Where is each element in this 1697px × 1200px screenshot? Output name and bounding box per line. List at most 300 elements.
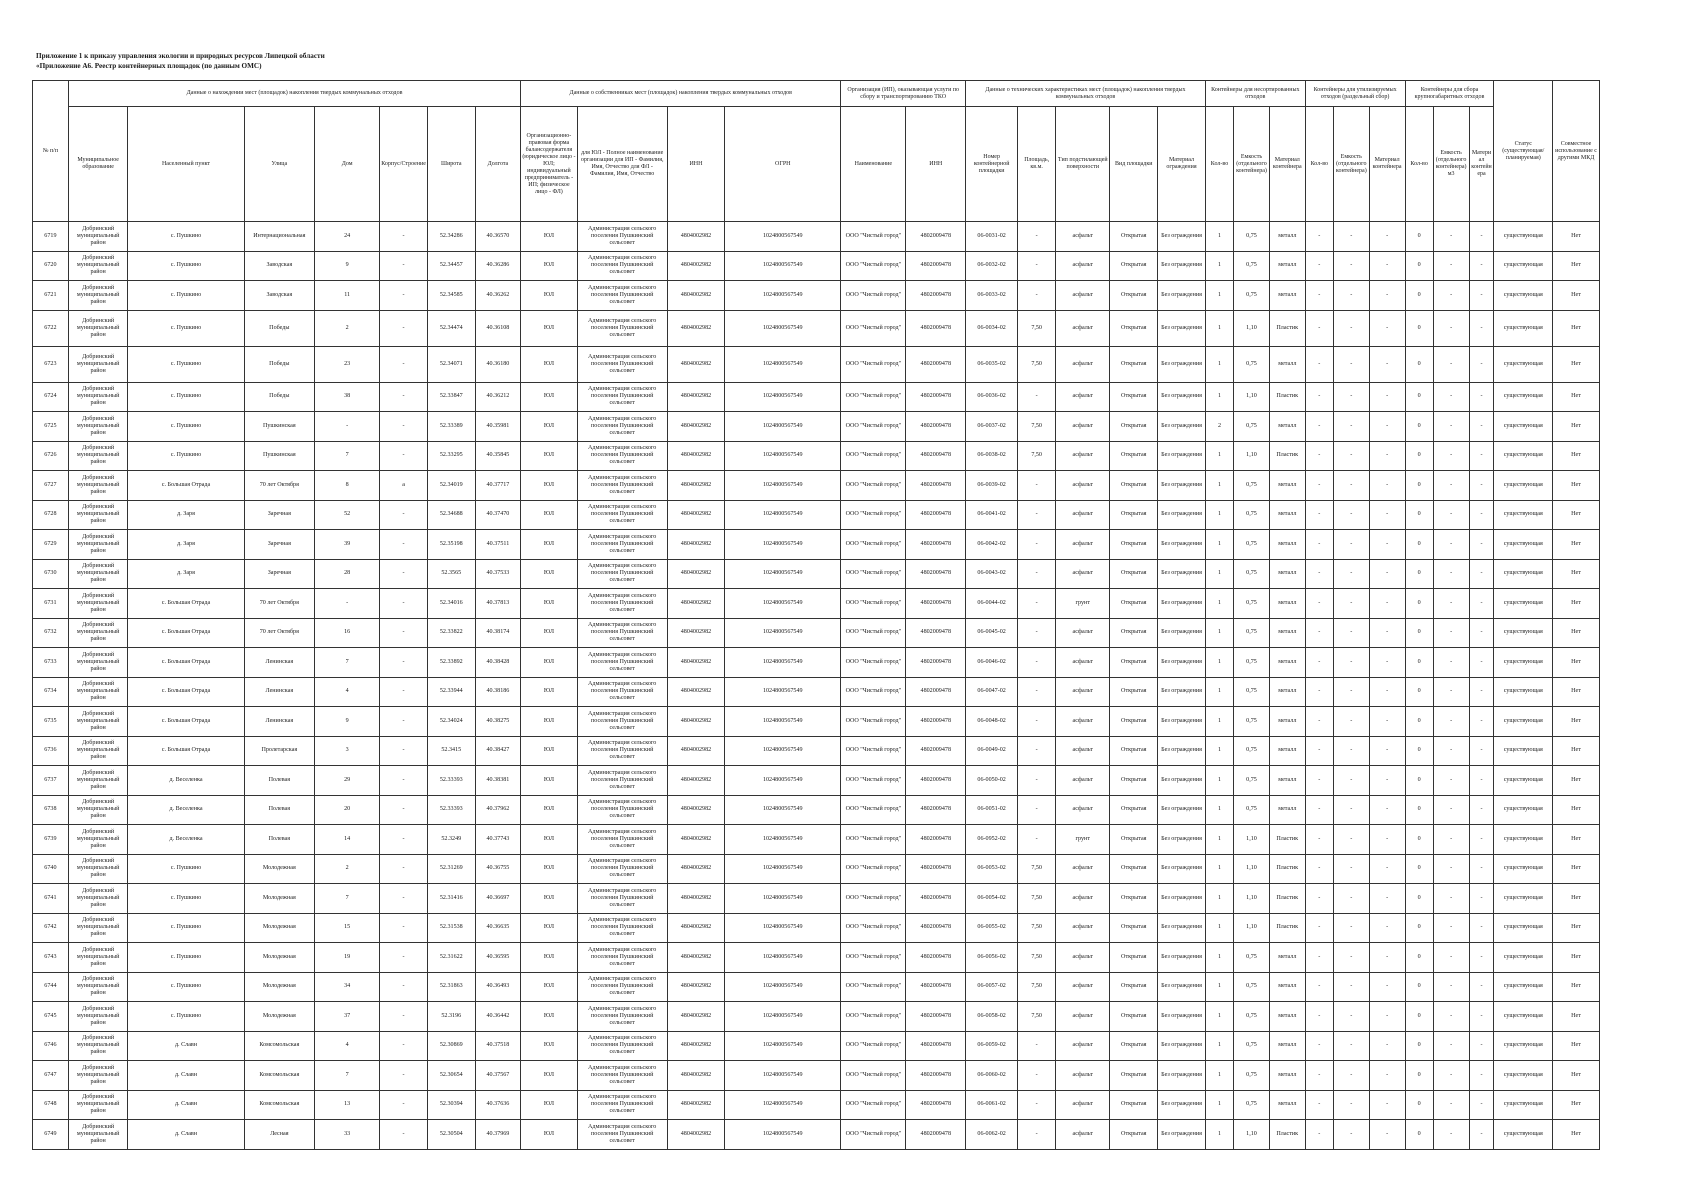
- cell-recycle-material: -: [1369, 281, 1405, 311]
- cell-legal-form: ЮЛ: [521, 412, 577, 442]
- cell-inn: 4804002982: [667, 854, 725, 884]
- cell-operator-inn: 4802009478: [906, 471, 966, 501]
- group-sorted-containers: Контейнеры для несортированных отходов: [1205, 81, 1305, 107]
- cell-fence: Без ограждения: [1158, 559, 1206, 589]
- cell-building: -: [380, 736, 428, 766]
- cell-fence: Без ограждения: [1158, 251, 1206, 281]
- cell-owner-name: Администрация сельского поселения Пушкинский сельсовет: [577, 310, 667, 346]
- col-recycle-capacity: Емкость (отдельного контейнера): [1333, 107, 1369, 222]
- cell-municipality: Добринский муниципальный район: [68, 854, 128, 884]
- cell-recycle-capacity: -: [1333, 500, 1369, 530]
- cell-operator-name: ООО "Чистый город": [841, 310, 906, 346]
- col-bulky-material: Материал контейнера: [1469, 107, 1494, 222]
- cell-longitude: 40.36697: [475, 884, 521, 914]
- cell-inn: 4804002982: [667, 441, 725, 471]
- cell-area: -: [1018, 707, 1056, 737]
- cell-site-type: Открытая: [1110, 648, 1158, 678]
- cell-site-type: Открытая: [1110, 1120, 1158, 1150]
- cell-shared: Нет: [1553, 884, 1600, 914]
- cell-surface: асфальт: [1056, 530, 1110, 560]
- cell-bulky-capacity: -: [1433, 766, 1469, 796]
- cell-bulky-material: -: [1469, 310, 1494, 346]
- cell-recycle-qty: -: [1305, 382, 1333, 412]
- cell-operator-name: ООО "Чистый город": [841, 559, 906, 589]
- cell-owner-name: Администрация сельского поселения Пушкинский сельсовет: [577, 707, 667, 737]
- cell-area: -: [1018, 825, 1056, 855]
- cell-sorted-capacity: 0,75: [1234, 1090, 1270, 1120]
- cell-fence: Без ограждения: [1158, 310, 1206, 346]
- cell-bulky-material: -: [1469, 1120, 1494, 1150]
- cell-sorted-capacity: 0,75: [1234, 736, 1270, 766]
- cell-status: существующая: [1494, 618, 1553, 648]
- cell-recycle-qty: -: [1305, 943, 1333, 973]
- cell-status: существующая: [1494, 346, 1553, 382]
- row-number: 6731: [33, 589, 69, 619]
- table-row: [33, 1031, 1600, 1061]
- cell-owner-name: Администрация сельского поселения Пушкинский сельсовет: [577, 382, 667, 412]
- cell-recycle-capacity: -: [1333, 589, 1369, 619]
- cell-bulky-material: -: [1469, 736, 1494, 766]
- cell-fence: Без ограждения: [1158, 795, 1206, 825]
- cell-operator-inn: 4802009478: [906, 1090, 966, 1120]
- cell-bulky-qty: 0: [1405, 500, 1433, 530]
- cell-longitude: 40.36755: [475, 854, 521, 884]
- cell-recycle-material: -: [1369, 222, 1405, 252]
- cell-operator-inn: 4802009478: [906, 222, 966, 252]
- cell-status: существующая: [1494, 222, 1553, 252]
- cell-surface: асфальт: [1056, 310, 1110, 346]
- col-operator-inn: ИНН: [906, 107, 966, 222]
- cell-municipality: Добринский муниципальный район: [68, 618, 128, 648]
- cell-longitude: 40.35981: [475, 412, 521, 442]
- cell-municipality: Добринский муниципальный район: [68, 1002, 128, 1032]
- cell-inn: 4804002982: [667, 1090, 725, 1120]
- table-row: [33, 589, 1600, 619]
- cell-street: Молодежная: [244, 884, 315, 914]
- cell-sorted-qty: 1: [1205, 972, 1233, 1002]
- cell-site-number: 06-0952-02: [966, 825, 1018, 855]
- cell-site-number: 06-0059-02: [966, 1031, 1018, 1061]
- cell-surface: асфальт: [1056, 441, 1110, 471]
- cell-sorted-material: металл: [1269, 530, 1305, 560]
- cell-status: существующая: [1494, 310, 1553, 346]
- cell-house: 7: [315, 441, 380, 471]
- cell-building: -: [380, 854, 428, 884]
- row-number: 6723: [33, 346, 69, 382]
- cell-site-type: Открытая: [1110, 1031, 1158, 1061]
- cell-site-type: Открытая: [1110, 972, 1158, 1002]
- cell-recycle-material: -: [1369, 972, 1405, 1002]
- cell-bulky-material: -: [1469, 766, 1494, 796]
- cell-area: -: [1018, 1061, 1056, 1091]
- cell-fence: Без ограждения: [1158, 913, 1206, 943]
- cell-shared: Нет: [1553, 854, 1600, 884]
- cell-owner-name: Администрация сельского поселения Пушкинский сельсовет: [577, 736, 667, 766]
- cell-status: существующая: [1494, 281, 1553, 311]
- cell-sorted-qty: 1: [1205, 943, 1233, 973]
- cell-fence: Без ограждения: [1158, 346, 1206, 382]
- row-number: 6724: [33, 382, 69, 412]
- cell-operator-inn: 4802009478: [906, 1031, 966, 1061]
- cell-surface: асфальт: [1056, 884, 1110, 914]
- cell-site-number: 06-0037-02: [966, 412, 1018, 442]
- cell-sorted-material: Пластик: [1269, 382, 1305, 412]
- cell-bulky-material: -: [1469, 530, 1494, 560]
- cell-sorted-capacity: 1,10: [1234, 310, 1270, 346]
- cell-municipality: Добринский муниципальный район: [68, 707, 128, 737]
- cell-ogrn: 1024800567549: [725, 618, 841, 648]
- cell-sorted-capacity: 0,75: [1234, 346, 1270, 382]
- cell-inn: 4804002982: [667, 1120, 725, 1150]
- cell-site-number: 06-0038-02: [966, 441, 1018, 471]
- cell-house: 9: [315, 707, 380, 737]
- cell-street: Заречная: [244, 559, 315, 589]
- cell-recycle-material: -: [1369, 1031, 1405, 1061]
- cell-recycle-material: -: [1369, 1090, 1405, 1120]
- cell-ogrn: 1024800567549: [725, 943, 841, 973]
- cell-ogrn: 1024800567549: [725, 707, 841, 737]
- cell-recycle-qty: -: [1305, 346, 1333, 382]
- cell-area: 7,50: [1018, 412, 1056, 442]
- cell-sorted-qty: 1: [1205, 648, 1233, 678]
- cell-owner-name: Администрация сельского поселения Пушкинский сельсовет: [577, 943, 667, 973]
- cell-street: Молодежная: [244, 1002, 315, 1032]
- cell-status: существующая: [1494, 382, 1553, 412]
- cell-ogrn: 1024800567549: [725, 648, 841, 678]
- cell-fence: Без ограждения: [1158, 884, 1206, 914]
- cell-bulky-material: -: [1469, 281, 1494, 311]
- cell-fence: Без ограждения: [1158, 825, 1206, 855]
- cell-sorted-material: металл: [1269, 500, 1305, 530]
- cell-sorted-material: металл: [1269, 766, 1305, 796]
- cell-house: 52: [315, 500, 380, 530]
- cell-sorted-material: металл: [1269, 251, 1305, 281]
- cell-building: -: [380, 707, 428, 737]
- cell-area: -: [1018, 795, 1056, 825]
- col-site-type: Вид площадки: [1110, 107, 1158, 222]
- cell-bulky-material: -: [1469, 648, 1494, 678]
- cell-building: -: [380, 441, 428, 471]
- cell-house: 16: [315, 618, 380, 648]
- cell-ogrn: 1024800567549: [725, 346, 841, 382]
- row-number: 6732: [33, 618, 69, 648]
- cell-recycle-material: -: [1369, 795, 1405, 825]
- cell-sorted-qty: 1: [1205, 281, 1233, 311]
- cell-settlement: с. Пушкино: [128, 972, 244, 1002]
- cell-recycle-material: -: [1369, 412, 1405, 442]
- cell-municipality: Добринский муниципальный район: [68, 382, 128, 412]
- cell-legal-form: ЮЛ: [521, 884, 577, 914]
- cell-recycle-qty: -: [1305, 1061, 1333, 1091]
- cell-area: -: [1018, 736, 1056, 766]
- cell-surface: асфальт: [1056, 500, 1110, 530]
- cell-bulky-material: -: [1469, 251, 1494, 281]
- cell-operator-name: ООО "Чистый город": [841, 1061, 906, 1091]
- cell-street: Заводская: [244, 281, 315, 311]
- cell-legal-form: ЮЛ: [521, 825, 577, 855]
- cell-status: существующая: [1494, 913, 1553, 943]
- cell-bulky-material: -: [1469, 471, 1494, 501]
- cell-surface: асфальт: [1056, 943, 1110, 973]
- row-number: 6730: [33, 559, 69, 589]
- cell-longitude: 40.37470: [475, 500, 521, 530]
- cell-shared: Нет: [1553, 1090, 1600, 1120]
- cell-bulky-material: -: [1469, 618, 1494, 648]
- cell-bulky-capacity: -: [1433, 222, 1469, 252]
- cell-area: -: [1018, 618, 1056, 648]
- cell-status: существующая: [1494, 884, 1553, 914]
- group-tech: Данные о технических характеристиках мест (площадок) накопления твердых коммунальных отходов: [966, 81, 1206, 107]
- cell-site-type: Открытая: [1110, 412, 1158, 442]
- cell-bulky-capacity: -: [1433, 412, 1469, 442]
- cell-recycle-material: -: [1369, 441, 1405, 471]
- cell-municipality: Добринский муниципальный район: [68, 1090, 128, 1120]
- cell-bulky-qty: 0: [1405, 1120, 1433, 1150]
- cell-bulky-qty: 0: [1405, 1090, 1433, 1120]
- group-recycle-containers: Контейнеры для утилизируемых отходов (раздельный сбор): [1305, 81, 1405, 107]
- col-surface: Тип подстилающей поверхности: [1056, 107, 1110, 222]
- cell-owner-name: Администрация сельского поселения Пушкинский сельсовет: [577, 1090, 667, 1120]
- cell-operator-name: ООО "Чистый город": [841, 530, 906, 560]
- cell-bulky-material: -: [1469, 589, 1494, 619]
- cell-shared: Нет: [1553, 559, 1600, 589]
- cell-building: -: [380, 251, 428, 281]
- cell-sorted-material: металл: [1269, 736, 1305, 766]
- cell-street: 70 лет Октября: [244, 618, 315, 648]
- header-row-groups: [33, 81, 1600, 107]
- cell-street: Победы: [244, 382, 315, 412]
- cell-longitude: 40.36180: [475, 346, 521, 382]
- cell-building: -: [380, 972, 428, 1002]
- cell-shared: Нет: [1553, 500, 1600, 530]
- cell-sorted-material: Пластик: [1269, 441, 1305, 471]
- cell-recycle-capacity: -: [1333, 281, 1369, 311]
- cell-bulky-qty: 0: [1405, 677, 1433, 707]
- cell-site-number: 06-0045-02: [966, 618, 1018, 648]
- cell-status: существующая: [1494, 530, 1553, 560]
- cell-area: -: [1018, 559, 1056, 589]
- cell-operator-name: ООО "Чистый город": [841, 441, 906, 471]
- cell-recycle-material: -: [1369, 589, 1405, 619]
- table-row: [33, 251, 1600, 281]
- cell-building: -: [380, 310, 428, 346]
- cell-inn: 4804002982: [667, 825, 725, 855]
- row-number: 6737: [33, 766, 69, 796]
- cell-settlement: д. Славн: [128, 1061, 244, 1091]
- cell-bulky-capacity: -: [1433, 707, 1469, 737]
- cell-recycle-material: -: [1369, 913, 1405, 943]
- cell-area: -: [1018, 1120, 1056, 1150]
- cell-settlement: с. Пушкино: [128, 222, 244, 252]
- cell-owner-name: Администрация сельского поселения Пушкинский сельсовет: [577, 766, 667, 796]
- cell-house: 33: [315, 1120, 380, 1150]
- cell-bulky-capacity: -: [1433, 618, 1469, 648]
- cell-recycle-qty: -: [1305, 412, 1333, 442]
- cell-ogrn: 1024800567549: [725, 589, 841, 619]
- cell-sorted-material: металл: [1269, 943, 1305, 973]
- cell-sorted-capacity: 0,75: [1234, 412, 1270, 442]
- cell-fence: Без ограждения: [1158, 441, 1206, 471]
- cell-surface: асфальт: [1056, 648, 1110, 678]
- cell-bulky-material: -: [1469, 943, 1494, 973]
- cell-operator-inn: 4802009478: [906, 648, 966, 678]
- cell-owner-name: Администрация сельского поселения Пушкинский сельсовет: [577, 913, 667, 943]
- cell-site-number: 06-0036-02: [966, 382, 1018, 412]
- cell-longitude: 40.36262: [475, 281, 521, 311]
- cell-recycle-material: -: [1369, 677, 1405, 707]
- cell-area: -: [1018, 251, 1056, 281]
- cell-operator-inn: 4802009478: [906, 1002, 966, 1032]
- cell-site-type: Открытая: [1110, 346, 1158, 382]
- cell-shared: Нет: [1553, 281, 1600, 311]
- cell-recycle-qty: -: [1305, 310, 1333, 346]
- cell-bulky-capacity: -: [1433, 559, 1469, 589]
- table-row: [33, 1002, 1600, 1032]
- cell-owner-name: Администрация сельского поселения Пушкинский сельсовет: [577, 1120, 667, 1150]
- cell-building: -: [380, 589, 428, 619]
- cell-ogrn: 1024800567549: [725, 471, 841, 501]
- cell-ogrn: 1024800567549: [725, 766, 841, 796]
- cell-building: -: [380, 884, 428, 914]
- cell-status: существующая: [1494, 795, 1553, 825]
- cell-area: -: [1018, 648, 1056, 678]
- cell-latitude: 52.34688: [427, 500, 475, 530]
- cell-building: -: [380, 618, 428, 648]
- cell-municipality: Добринский муниципальный район: [68, 441, 128, 471]
- cell-operator-name: ООО "Чистый город": [841, 677, 906, 707]
- cell-fence: Без ограждения: [1158, 618, 1206, 648]
- cell-site-type: Открытая: [1110, 589, 1158, 619]
- cell-legal-form: ЮЛ: [521, 707, 577, 737]
- cell-legal-form: ЮЛ: [521, 559, 577, 589]
- cell-street: Молодежная: [244, 854, 315, 884]
- cell-municipality: Добринский муниципальный район: [68, 884, 128, 914]
- cell-inn: 4804002982: [667, 412, 725, 442]
- cell-sorted-capacity: 0,75: [1234, 795, 1270, 825]
- cell-bulky-material: -: [1469, 1031, 1494, 1061]
- cell-legal-form: ЮЛ: [521, 795, 577, 825]
- cell-owner-name: Администрация сельского поселения Пушкинский сельсовет: [577, 854, 667, 884]
- cell-status: существующая: [1494, 1120, 1553, 1150]
- cell-site-type: Открытая: [1110, 530, 1158, 560]
- cell-recycle-material: -: [1369, 618, 1405, 648]
- cell-longitude: 40.38381: [475, 766, 521, 796]
- cell-settlement: д. Заря: [128, 530, 244, 560]
- cell-sorted-material: металл: [1269, 1061, 1305, 1091]
- col-bulky-capacity: Емкость (отдельного контейнера) м3: [1433, 107, 1469, 222]
- cell-longitude: 40.37567: [475, 1061, 521, 1091]
- col-sorted-capacity: Емкость (отдельного контейнера): [1234, 107, 1270, 222]
- cell-inn: 4804002982: [667, 310, 725, 346]
- cell-settlement: д. Веселенка: [128, 766, 244, 796]
- cell-house: -: [315, 412, 380, 442]
- cell-area: -: [1018, 766, 1056, 796]
- cell-operator-inn: 4802009478: [906, 382, 966, 412]
- cell-bulky-capacity: -: [1433, 589, 1469, 619]
- cell-legal-form: ЮЛ: [521, 943, 577, 973]
- cell-operator-name: ООО "Чистый город": [841, 1002, 906, 1032]
- cell-settlement: с. Большая Отрада: [128, 736, 244, 766]
- cell-legal-form: ЮЛ: [521, 1061, 577, 1091]
- row-number: 6748: [33, 1090, 69, 1120]
- cell-surface: асфальт: [1056, 618, 1110, 648]
- table-row: [33, 884, 1600, 914]
- cell-longitude: 40.37962: [475, 795, 521, 825]
- cell-area: 7,50: [1018, 943, 1056, 973]
- cell-surface: асфальт: [1056, 559, 1110, 589]
- cell-street: Пролетарская: [244, 736, 315, 766]
- cell-building: -: [380, 943, 428, 973]
- cell-longitude: 40.36442: [475, 1002, 521, 1032]
- cell-building: -: [380, 1031, 428, 1061]
- cell-recycle-capacity: -: [1333, 382, 1369, 412]
- cell-bulky-qty: 0: [1405, 972, 1433, 1002]
- cell-sorted-capacity: 0,75: [1234, 222, 1270, 252]
- cell-site-type: Открытая: [1110, 1061, 1158, 1091]
- table-row: [33, 825, 1600, 855]
- cell-owner-name: Администрация сельского поселения Пушкинский сельсовет: [577, 559, 667, 589]
- row-number: 6728: [33, 500, 69, 530]
- cell-house: 29: [315, 766, 380, 796]
- cell-recycle-capacity: -: [1333, 736, 1369, 766]
- cell-operator-name: ООО "Чистый город": [841, 913, 906, 943]
- cell-recycle-capacity: -: [1333, 559, 1369, 589]
- row-number: 6746: [33, 1031, 69, 1061]
- cell-ogrn: 1024800567549: [725, 913, 841, 943]
- cell-inn: 4804002982: [667, 471, 725, 501]
- cell-street: Пушкинская: [244, 441, 315, 471]
- row-number: 6721: [33, 281, 69, 311]
- cell-inn: 4804002982: [667, 346, 725, 382]
- cell-street: Заводская: [244, 251, 315, 281]
- cell-shared: Нет: [1553, 382, 1600, 412]
- cell-sorted-material: Пластик: [1269, 825, 1305, 855]
- cell-bulky-qty: 0: [1405, 222, 1433, 252]
- cell-latitude: 52.3565: [427, 559, 475, 589]
- cell-area: -: [1018, 500, 1056, 530]
- cell-surface: асфальт: [1056, 346, 1110, 382]
- cell-settlement: с. Пушкино: [128, 913, 244, 943]
- cell-recycle-material: -: [1369, 1120, 1405, 1150]
- table-row: [33, 766, 1600, 796]
- cell-status: существующая: [1494, 500, 1553, 530]
- cell-sorted-qty: 1: [1205, 382, 1233, 412]
- cell-owner-name: Администрация сельского поселения Пушкинский сельсовет: [577, 441, 667, 471]
- cell-recycle-qty: -: [1305, 795, 1333, 825]
- cell-site-type: Открытая: [1110, 677, 1158, 707]
- cell-site-type: Открытая: [1110, 310, 1158, 346]
- cell-sorted-capacity: 0,75: [1234, 251, 1270, 281]
- cell-longitude: 40.36286: [475, 251, 521, 281]
- cell-surface: грунт: [1056, 589, 1110, 619]
- cell-sorted-capacity: 0,75: [1234, 559, 1270, 589]
- cell-sorted-material: металл: [1269, 222, 1305, 252]
- cell-bulky-material: -: [1469, 1061, 1494, 1091]
- cell-longitude: 40.38428: [475, 648, 521, 678]
- cell-operator-inn: 4802009478: [906, 412, 966, 442]
- cell-fence: Без ограждения: [1158, 500, 1206, 530]
- col-area: Площадь, кв.м.: [1018, 107, 1056, 222]
- cell-fence: Без ограждения: [1158, 707, 1206, 737]
- cell-inn: 4804002982: [667, 648, 725, 678]
- cell-area: -: [1018, 589, 1056, 619]
- cell-sorted-capacity: 1,10: [1234, 441, 1270, 471]
- cell-sorted-qty: 2: [1205, 412, 1233, 442]
- cell-bulky-qty: 0: [1405, 559, 1433, 589]
- cell-settlement: с. Большая Отрада: [128, 589, 244, 619]
- cell-operator-inn: 4802009478: [906, 943, 966, 973]
- cell-recycle-capacity: -: [1333, 677, 1369, 707]
